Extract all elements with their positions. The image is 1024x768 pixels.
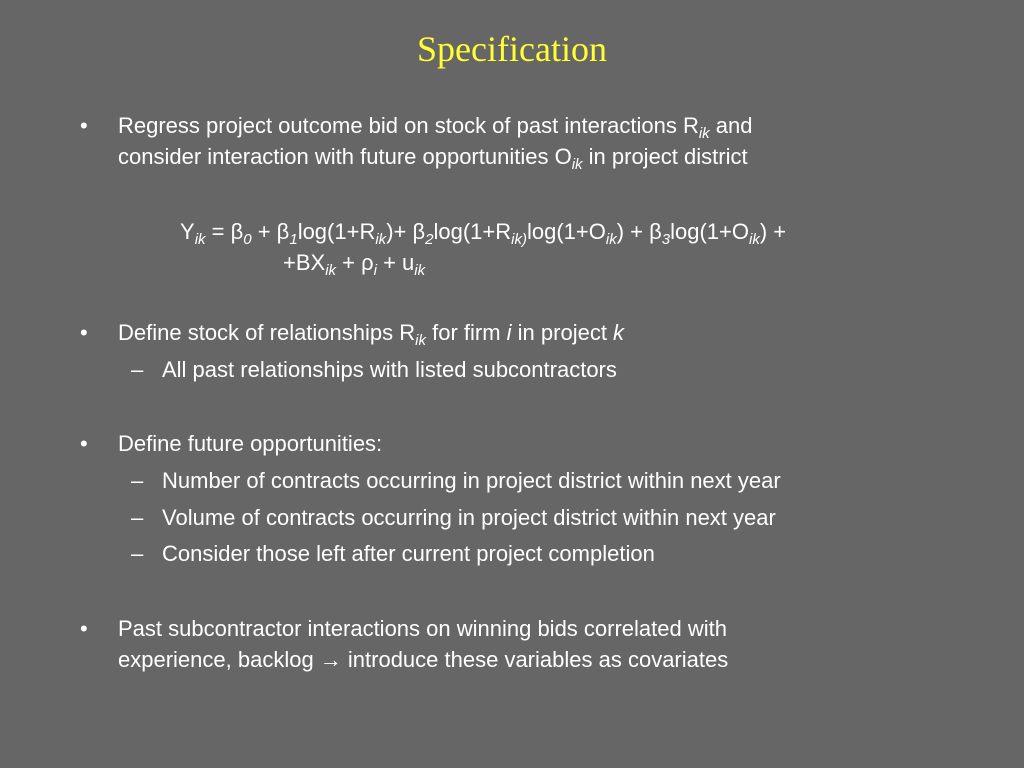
eq-sub: ik	[194, 231, 206, 248]
eq-sub: 2	[425, 231, 434, 248]
eq-part: +BX	[283, 250, 326, 275]
eq-sub: ik	[749, 231, 760, 248]
bullet-text	[118, 613, 978, 675]
text-segment: for firm	[425, 320, 507, 345]
bullet-line	[118, 317, 978, 348]
bullet-line: Define future opportunities:	[118, 431, 383, 456]
dash-marker: –	[131, 357, 144, 382]
bullet-text	[118, 110, 978, 172]
bullet-text	[118, 428, 978, 459]
sub-bullet-text: All past relationships with listed subcontractors	[162, 357, 617, 382]
eq-part: log(1+O	[670, 219, 749, 244]
eq-sub: ik	[325, 262, 337, 279]
sub-bullet-text: Volume of contracts occurring in project district within next year	[162, 505, 776, 530]
sub-bullet-text: Number of contracts occurring in project district within next year	[162, 468, 781, 493]
eq-part: + β	[251, 219, 290, 244]
eq-sub: ik	[414, 262, 426, 279]
eq-sub: ik)	[511, 231, 527, 248]
eq-sub: 1	[289, 231, 298, 248]
equation-line-2	[283, 247, 425, 278]
bullet-line-1: Past subcontractor interactions on winning bids correlated with	[118, 616, 727, 641]
eq-part: log(1+O	[526, 219, 606, 244]
text-segment: consider interaction with future opportunities O	[118, 144, 572, 169]
sub-bullet-text: Consider those left after current project completion	[162, 541, 655, 566]
eq-part: = β	[205, 219, 244, 244]
bullet-marker: •	[80, 431, 88, 456]
eq-part: ) +	[759, 219, 787, 244]
text-segment: Regress project outcome bid on stock of past interactions R	[118, 113, 699, 138]
bullet-line-1	[118, 110, 978, 141]
dash-marker: –	[131, 541, 144, 566]
bullet-marker: •	[80, 113, 88, 138]
eq-sub: ik	[605, 231, 617, 248]
bullet-line-2	[118, 141, 978, 172]
text-segment: in project district	[582, 144, 748, 169]
bullet-line-2: experience, backlog → introduce these variables as covariates	[118, 647, 729, 672]
dash-marker: –	[131, 468, 144, 493]
eq-sub: 0	[243, 231, 252, 248]
subscript: ik	[698, 125, 710, 142]
equation-line-1	[180, 216, 786, 247]
subscript: ik	[415, 332, 426, 349]
italic-var: k	[613, 320, 625, 345]
eq-sub: i	[373, 262, 377, 279]
eq-part: + ρ	[336, 250, 374, 275]
eq-part: log(1+R	[297, 219, 376, 244]
slide-title: Specification	[417, 29, 607, 69]
eq-part: + u	[376, 250, 415, 275]
bullet-marker: •	[80, 616, 88, 641]
eq-sub: 3	[661, 231, 671, 248]
dash-marker: –	[131, 505, 144, 530]
eq-sub: ik	[375, 231, 387, 248]
text-segment: and	[709, 113, 753, 138]
eq-y: Y	[180, 219, 195, 244]
text-segment: Define stock of relationships R	[118, 320, 416, 345]
eq-part: log(1+R	[433, 219, 512, 244]
text-segment: in project	[511, 320, 614, 345]
eq-part: )+ β	[386, 219, 426, 244]
italic-var: i	[506, 320, 512, 345]
bullet-text	[118, 317, 978, 348]
bullet-marker: •	[80, 320, 88, 345]
subscript: ik	[571, 156, 583, 173]
eq-part: ) + β	[616, 219, 662, 244]
